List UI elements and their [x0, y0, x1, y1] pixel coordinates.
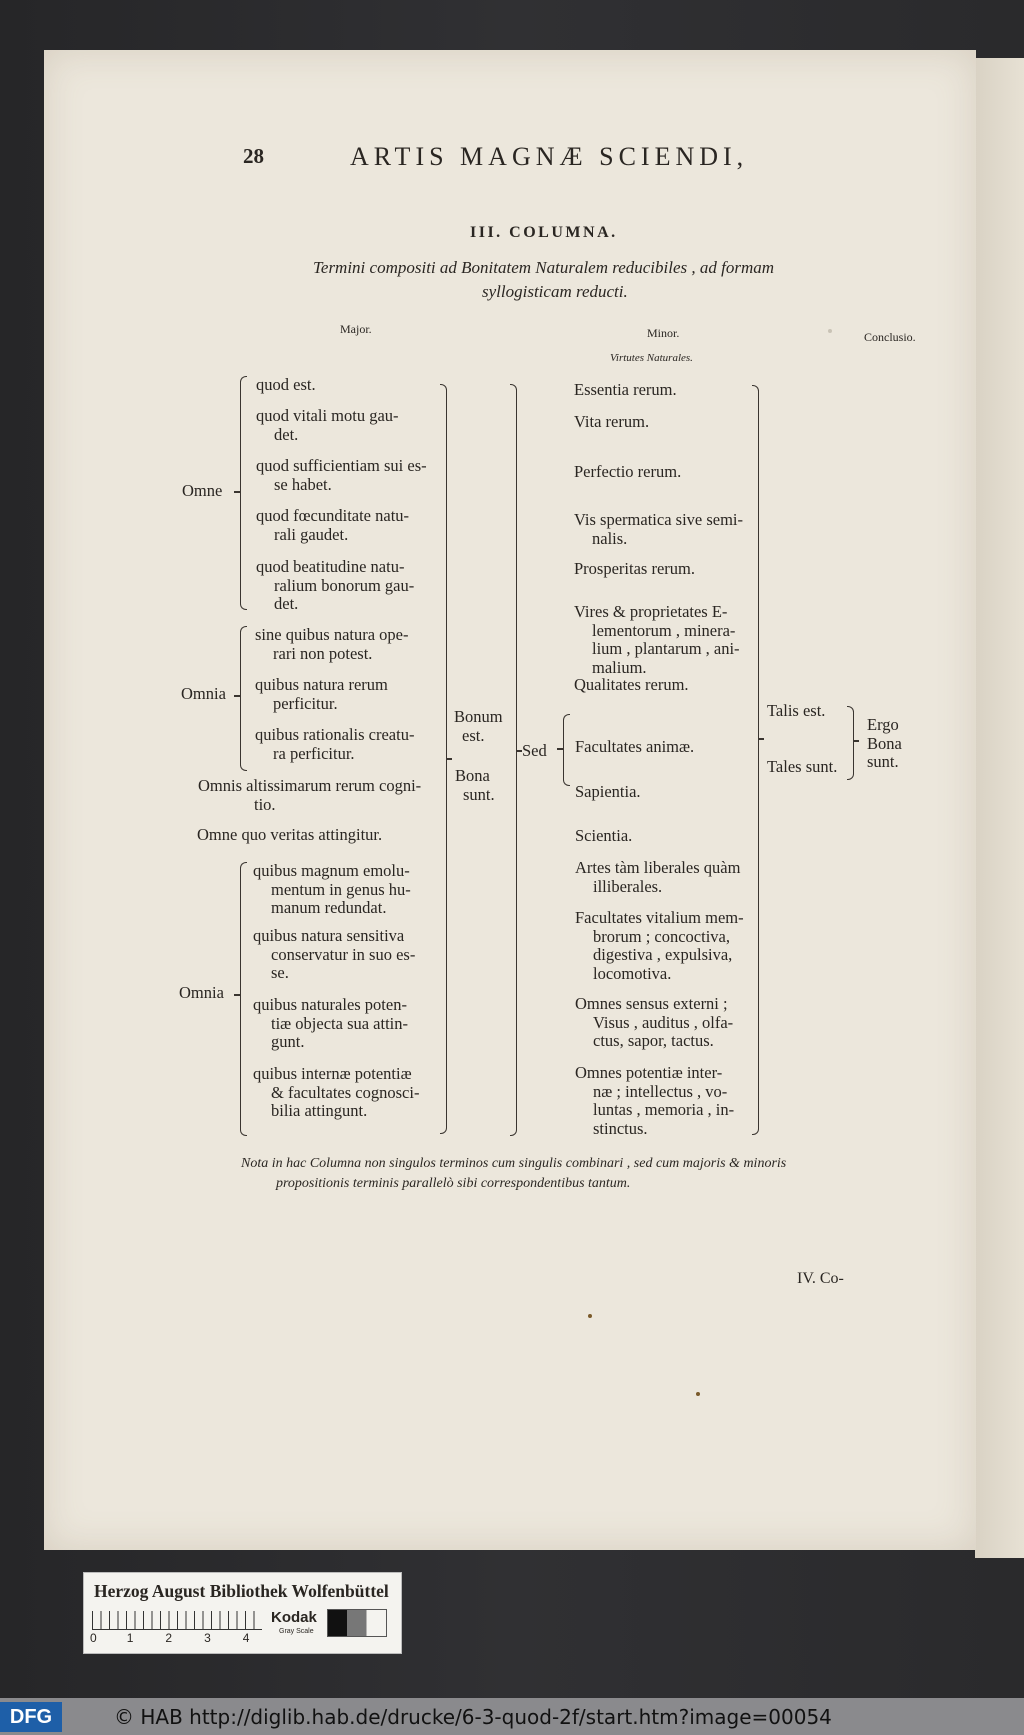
omnia-brace-1	[240, 626, 247, 771]
middle-closing-brace	[510, 384, 517, 1136]
omnia-item: quibus internæ potentiæ & facultates cognosci- bilia attingunt.	[253, 1064, 420, 1120]
subtitle-line-1: Termini compositi ad Bonitatem Naturalem reducibiles , ad formam	[313, 258, 775, 277]
omnia-brace-1-tip	[234, 695, 240, 697]
ink-speck	[828, 329, 832, 333]
gray-scale-patches	[327, 1609, 387, 1637]
running-head: ARTIS MAGNÆ SCIENDI,	[350, 142, 749, 171]
minor-item: Omnes sensus externi ; Visus , auditus , olfa- ctus, sapor, tactus.	[575, 994, 734, 1050]
minor-item: Vires & proprietates E- lementorum , minera- lium , plantarum , ani- malium.	[574, 602, 740, 677]
omne-brace	[240, 376, 247, 610]
minor-item: Artes tàm liberales quàm illiberales.	[575, 858, 741, 896]
omne-item: quod est.	[256, 375, 316, 394]
minor-item: Perfectio rerum.	[574, 462, 682, 481]
omne-item: quod beatitudine natu- ralium bonorum gau- det.	[256, 557, 415, 613]
nota-line-1: Nota in hac Columna non singulos terminos cum singulis combinari , sed cum majoris & minoris	[241, 1156, 787, 1171]
column-conclusio-label: Conclusio.	[864, 330, 916, 344]
nota-line-2: propositionis terminis parallelò sibi correspondentibus tantum.	[276, 1176, 631, 1191]
column-major-label: Major.	[340, 322, 372, 336]
tales-sunt: Tales sunt.	[767, 757, 838, 776]
omne-item: quod sufficientiam sui es- se habet.	[256, 456, 427, 494]
omne-label: Omne	[182, 481, 223, 500]
omne-item: quod vitali motu gau- det.	[256, 406, 399, 444]
book-page	[44, 50, 976, 1550]
omnia-item: quibus naturales poten- tiæ objecta sua attin- gunt.	[253, 995, 409, 1051]
catchword: IV. Co-	[797, 1270, 844, 1287]
omnia-label-2: Omnia	[179, 983, 224, 1002]
credit-link[interactable]: © HAB http://diglib.hab.de/drucke/6-3-quod-2f/start.htm?image=00054	[114, 1705, 832, 1729]
ergo-bona-sunt: Ergo Bona sunt.	[867, 715, 902, 771]
minor-item: Essentia rerum.	[574, 380, 677, 399]
omnia-item: sine quibus natura ope- rari non potest.	[255, 625, 409, 663]
ink-speck	[588, 1314, 592, 1318]
minor-item: Omnes potentiæ inter- næ ; intellectus , vo- luntas , memoria , in- stinctus.	[575, 1063, 735, 1138]
facing-page-edge	[975, 58, 1024, 1558]
minor-brace-tip	[758, 738, 764, 740]
omnia-brace-2	[240, 862, 247, 1136]
minor-closing-brace	[752, 385, 759, 1135]
conclusio-brace	[847, 706, 854, 780]
sed: Sed	[522, 741, 547, 760]
sed-brace-tip	[557, 748, 563, 750]
omnia-item: quibus natura rerum perficitur.	[255, 675, 388, 713]
facultates-animae: Facultates animæ.	[575, 737, 695, 756]
ink-speck	[696, 1392, 700, 1396]
omnis-altissimarum: Omnis altissimarum rerum cogni- tio.	[198, 776, 422, 814]
omne-quo: Omne quo veritas attingitur.	[197, 825, 383, 844]
talis-est: Talis est.	[767, 701, 826, 720]
library-label-card	[83, 1572, 402, 1654]
sapientia: Sapientia.	[575, 782, 641, 801]
bona-sunt: Bona sunt.	[455, 766, 495, 804]
omnia-brace-2-tip	[234, 994, 240, 996]
minor-item: Scientia.	[575, 826, 633, 845]
minor-item: Vis spermatica sive semi- nalis.	[574, 510, 744, 548]
omnia-item: quibus rationalis creatu- ra perficitur.	[255, 725, 415, 763]
dfg-logo: DFG	[0, 1702, 62, 1732]
library-name: Herzog August Bibliothek Wolfenbüttel	[94, 1581, 389, 1601]
minor-item: Vita rerum.	[574, 412, 650, 431]
omne-brace-tip	[234, 491, 240, 493]
bonum-est: Bonum est.	[454, 707, 503, 745]
subtitle-line-2: syllogisticam reducti.	[482, 282, 628, 301]
omnia-item: quibus magnum emolu- mentum in genus hu- manum redundat.	[253, 861, 411, 917]
sed-brace	[563, 714, 570, 786]
conclusio-brace-tip	[853, 740, 859, 742]
kodak-logo: Kodak	[271, 1609, 317, 1626]
major-brace-tip	[446, 758, 452, 760]
gray-scale-text: Gray Scale	[279, 1628, 314, 1635]
minor-item: Facultates vitalium mem- brorum ; concoctiva, digestiva , expulsiva, locomotiva.	[575, 908, 744, 983]
minor-item: Prosperitas rerum.	[574, 559, 695, 578]
page-number: 28	[243, 144, 264, 168]
ruler-numbers: 0 1 2 3 4	[90, 1631, 250, 1645]
omne-item: quod fœcunditate natu- rali gaudet.	[256, 506, 410, 544]
virtutes-label: Virtutes Naturales.	[610, 352, 693, 364]
omnia-item: quibus natura sensitiva conservatur in suo es- se.	[253, 926, 416, 982]
column-minor-label: Minor.	[647, 326, 680, 340]
ruler	[92, 1611, 262, 1630]
section-title: III. COLUMNA.	[470, 224, 618, 241]
footer-bar	[0, 1698, 1024, 1735]
omnia-label-1: Omnia	[181, 684, 226, 703]
minor-item: Qualitates rerum.	[574, 675, 689, 694]
